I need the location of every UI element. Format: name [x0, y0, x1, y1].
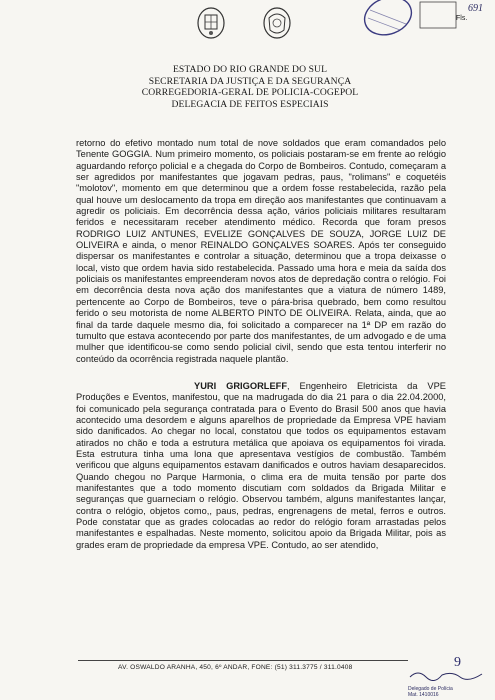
header-secretariat: SECRETARIA DA JUSTIÇA E DA SEGURANÇA	[148, 75, 352, 87]
folio-number: 691	[468, 3, 483, 14]
header-delegacia: DELEGACIA DE FEITOS ESPECIAIS	[171, 98, 329, 110]
paragraph-2	[76, 381, 446, 551]
signature-stamp	[408, 668, 488, 700]
folio-stamp	[442, 0, 494, 30]
document-body	[76, 138, 446, 551]
folio-label: Fls.	[456, 15, 468, 22]
signature-registration: Mat. 1410016	[408, 692, 439, 698]
paragraph-1: retorno do efetivo montado num total de nove soldados que eram comandados pelo Tenente GOGGIA. Num primeiro momento, os policiais postaram-se em frente ao relógio aguardando reforço policial e a chegada do Corpo de Bombeiros. Contudo, começaram a ser agredidos por manifestantes que jogavam pedras, paus, "rolimans" e coquetéis "molotov", momento em que determinou que a ordem fosse restabelecida, razão pela qual houve um deslocamento da tropa em direção aos manifestantes que continuavam a agredir os policiais. Em decorrência dessa ação, vários policiais militares resultaram feridos e necessitaram receber atendimento médico. Recorda que foram presos RODRIGO LUIZ ANTUNES, EVELIZE GONÇALVES DE SOUZA, JORGE LUIZ DE OLIVEIRA e ainda, o menor REINALDO GONÇALVES SOARES. Após ter conseguido dispersar os manifestantes e controlar a situação, determinou que a tropa deixasse o local, visto que ordem havia sido restabelecida. Passado uma hora e meia da saída dos policiais os manifestantes empreenderam novos atos de depredação contra o relógio. Foi em decorrência desta nova ação dos manifestantes que a viatura de número 1489, pertencente ao Corpo de Bombeiros, teve o pára-brisa quebrado, bem como resultou ferido o seu motorista de nome ALBERTO PINTO DE OLIVEIRA. Relata, ainda, que ao final da tarde daquele mesmo dia, foi solicitado a comparecer na 1ª DP em razão do tumulto que estava acontecendo por parte dos manifestantes, de um advogado e de uma mulher que identificou-se como sendo policial civil, sendo que esta tentou interferir no conteúdo da ocorrência registrada naquele plantão.	[76, 138, 446, 364]
witness-name: YURI GRIGORLEFF	[194, 380, 288, 391]
page-number: 9	[454, 655, 461, 670]
signature-title: Delegado de Polícia	[408, 686, 453, 692]
letterhead	[110, 64, 390, 110]
signature-scribble-icon	[408, 669, 488, 681]
coat-of-arms-seal-icon	[196, 6, 226, 40]
paragraph-2-text: , Engenheiro Eletricista da VPE Produções e Eventos, manifestou, que na madrugada do dia 21 para o dia 22.04.2000, foi comunicado pela segurança contratada para o Evento do Brasil 500 anos que havia acontecido uma desordem e alguns aparelhos de propriedade da Empresa VPE haviam sido danificados. Ao chegar no local, constatou que todos os equipamentos estavam atirados no chão e toda a estrutura metálica que apoiava os equipamentos foi virada. Esta estrutura tinha uma lona que apresentava vestígios de combustão. Também verificou que alguns equipamentos estavam danificados e outros haviam desaparecidos. Quando chegou no Parque Harmonia, o clima era de muita tensão por parte dos manifestantes que a todo momento discutiam com soldados da Brigada Militar e seguranças que guarneciam o relógio. Observou também, alguns manifestantes lançar, contra o relógio, objetos como,, paus, pedras, engrenagens de metal, ferros e outros. Pode constatar que as grades colocadas ao redor do relógio foram arrastadas pelos manifestantes e espalhadas. Neste momento, solicitou apoio da Brigada Militar, pois as grades eram de propriedade da empresa VPE. Contudo, ao ser atendido,	[76, 380, 446, 550]
footer-address: AV. OSWALDO ARANHA, 450, 6º ANDAR, FONE: (51) 311.3775 / 311.0408	[118, 664, 353, 671]
footer-divider	[78, 660, 408, 661]
header-state: ESTADO DO RIO GRANDE DO SUL	[172, 64, 328, 75]
header-corregedoria: CORREGEDORIA-GERAL DE POLICIA-COGEPOL	[141, 87, 359, 99]
state-seal-icon	[262, 6, 292, 40]
